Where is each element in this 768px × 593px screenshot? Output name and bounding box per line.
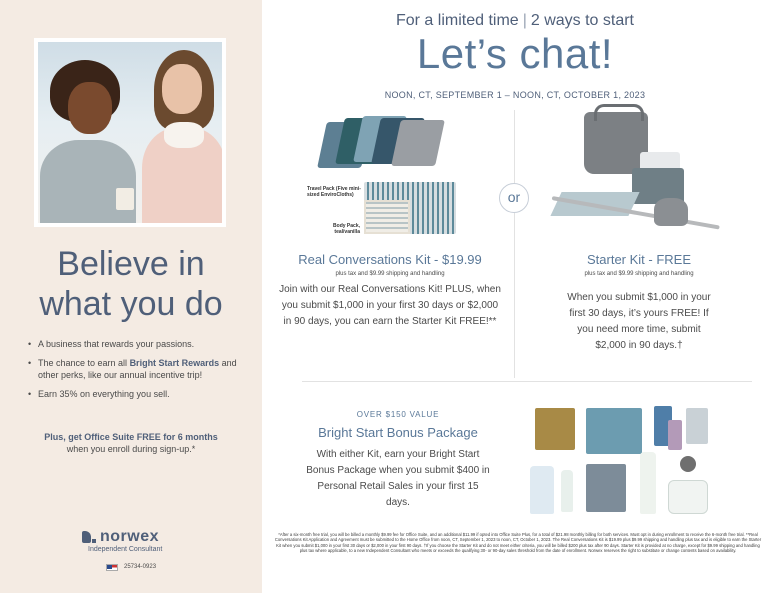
bonus-title: Bright Start Bonus Package <box>318 425 478 440</box>
benefit-item: • The chance to earn all Bright Start Rewards and other perks, like our annual incentive trip! <box>28 357 238 381</box>
office-suite-offer-rest: when you enroll during sign-up.* <box>66 444 196 454</box>
tagline <box>262 12 768 30</box>
office-suite-offer <box>14 431 248 455</box>
left-panel <box>0 0 262 593</box>
starter-kit-description: When you submit $1,000 in your first 30 days, it’s yours FREE! If you need more time, submit $2,000 in 90 days.† <box>567 292 711 351</box>
starter-kit-bag <box>584 112 648 174</box>
vertical-divider <box>514 110 515 378</box>
brand-subtitle: Independent Consultant <box>88 546 163 553</box>
photo-two-women <box>38 42 222 223</box>
us-flag-icon <box>106 564 118 571</box>
brand-name: norwex <box>100 528 160 545</box>
or-badge: or <box>499 183 529 213</box>
benefit-item: • A business that rewards your passions. <box>28 338 238 350</box>
page-title: Let’s chat! <box>416 30 614 77</box>
consultant-number: 25734-0923 <box>124 564 157 570</box>
bonus-description: With either Kit, earn your Bright Start Bonus Package when you submit $400 in Personal Retail Sales in your first 15 days. <box>306 449 490 508</box>
real-conversations-kit-description: Join with our Real Conversations Kit! PLUS, when you submit $1,000 in your first 30 days or $2,000 in 90 days, you can earn the Starter Kit FREE!** <box>279 284 501 327</box>
tagline-left: For a limited time <box>395 12 519 29</box>
believe-headline <box>0 244 262 324</box>
norwex-logo <box>82 528 159 546</box>
bonus-spray-bottle <box>561 470 573 512</box>
hero-photo <box>34 38 226 227</box>
bonus-paste-tub <box>668 480 708 514</box>
bonus-value-kicker: OVER $150 VALUE <box>356 410 440 419</box>
cloth-grey <box>391 120 445 166</box>
bonus-scrubber <box>680 456 696 472</box>
bonus-cloth-purple <box>668 420 682 450</box>
body-pack-label: Body Pack, teal/vanilla <box>333 223 360 235</box>
travel-pack-label: Travel Pack (Five mini-sized EnviroCloths) <box>307 186 361 198</box>
real-conversations-kit-shipping: plus tax and $9.99 shipping and handling <box>335 271 445 277</box>
fine-print: *After a six-month free trial, you will be billed a monthly $9.99 fee for Office Suite, and an additional $11.99 if opted into Office Suite Plus, for a total of $21.98 monthly billing for both services. Must opt in during enrollment to receive the 6-month free trial. **Real Conversations Kit Application and Agreement must be submitted to the Home Office from noon, CT, September 1, 2023 to noon, CT, October 1, 2023. The Real Conversations Kit is $19.99 plus $9.99 shipping and handling plus tax and is eligible to earn the Starter Kit when you submit $1,000 in your first 30 days or $2,000 in your first 90 days. †If you choose the Starter Kit and do not meet either criteria, you will be billed $200 plus tax after 90 days. Starter Kit is provided at no charge, except for $9.99 shipping and handling plus tax where applicable, to a new Independent Consultant who meets or exceeds the qualifying 30- or 90-day sales threshold from the date of enrollment. Norwex reserves the right to substitute or change contents based on availability. <box>274 532 762 554</box>
believe-line-2: what you do <box>39 285 223 323</box>
bonus-detergent-box <box>530 466 554 514</box>
tagline-divider: | <box>522 12 527 29</box>
tagline-right: 2 ways to start <box>530 12 634 29</box>
promo-dates: NOON, CT, SEPTEMBER 1 – NOON, CT, OCTOBER 1, 2023 <box>384 90 646 100</box>
bonus-cloth-gold <box>535 408 575 450</box>
benefit-item: • Earn 35% on everything you sell. <box>28 388 238 400</box>
norwex-logo-icon <box>82 531 96 543</box>
benefits-list <box>28 338 238 407</box>
office-suite-offer-bold: Plus, get Office Suite FREE for 6 months <box>44 432 218 442</box>
starter-kit-mitt <box>654 198 688 226</box>
body-pack-washcloth <box>364 200 410 234</box>
bonus-cleaner-bottle <box>640 452 656 514</box>
starter-kit-shipping: plus tax and $9.99 shipping and handling <box>584 271 694 277</box>
bonus-towel-grey <box>586 464 626 512</box>
bonus-cloth-silver <box>686 408 708 444</box>
starter-kit-title: Starter Kit - FREE <box>586 252 692 267</box>
horizontal-divider <box>302 381 752 382</box>
believe-line-1: Believe in <box>57 245 205 283</box>
bonus-towel-blue <box>586 408 642 454</box>
real-conversations-kit-title: Real Conversations Kit - $19.99 <box>298 252 482 267</box>
